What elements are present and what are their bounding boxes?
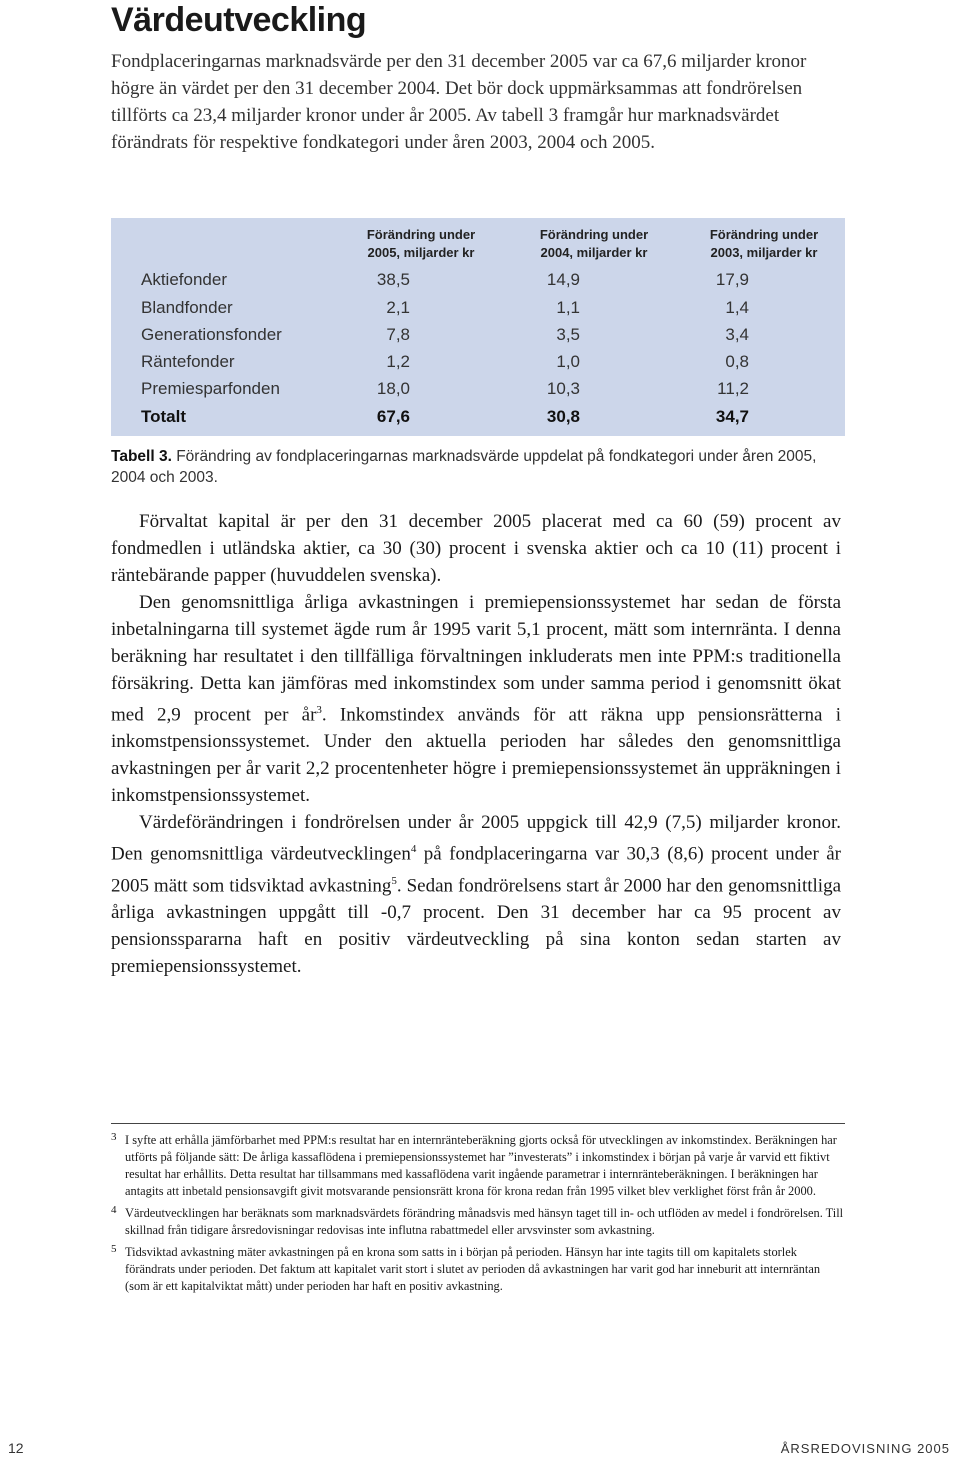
value-2004: 1,0 (556, 352, 580, 371)
column-header-2003 (674, 226, 854, 262)
value-2005: 67,6 (376, 407, 410, 426)
footnote-ref: 5 (391, 874, 397, 887)
value-2005: 2,1 (386, 298, 410, 317)
table-total-row (111, 407, 845, 433)
row-label: Blandfonder (141, 298, 233, 317)
page-number: 12 (8, 1440, 24, 1456)
value-2003: 11,2 (717, 379, 749, 398)
table-row (111, 379, 845, 405)
value-2005: 7,8 (386, 325, 410, 344)
footnote-text: Värdeutvecklingen har beräknats som marknadsvärdets förändring månadsvis med hänsyn taget till in- och utflöden av medel i fondrörelsen. Till skillnad från tidigare årsredovisningar redovisas inte influtna rabattmedel eller arvsvinster som avkastning. (125, 1206, 844, 1237)
footnotes (111, 1132, 845, 1300)
body-paragraph: Förvaltat kapital är per den 31 december 2005 placerat med ca 60 (59) procent av fondmedlen i utländska aktier, ca 30 (30) procent i svenska aktier och ca 10 (11) procent i räntebärande papper (huvuddelen svenska). (111, 511, 841, 586)
section-heading: Värdeutveckling (111, 1, 367, 39)
body-text (111, 508, 841, 980)
footnote-ref: 4 (410, 843, 417, 856)
value-2003: 17,9 (715, 270, 749, 289)
table-row (111, 270, 845, 296)
value-2003: 1,4 (725, 298, 749, 317)
body-paragraph (111, 589, 841, 809)
column-header-line: 2003, miljarder kr (710, 245, 818, 260)
change-table (111, 218, 845, 436)
footnote-text: Tidsviktad avkastning mäter avkastningen på en krona som satts in i början på perioden. Hänsyn har inte tagits till om kapitalets storlek förändrats under perioden. Det faktum att kapitalet varit stort i slutet av perioden då avkastningen har varit god har inneburit att internräntan (som är ett kapitalviktat mått) under perioden har haft en positiv avkastning. (125, 1245, 821, 1293)
row-label: Räntefonder (141, 352, 235, 371)
value-2003: 0,8 (725, 352, 749, 371)
intro-paragraph: Fondplaceringarnas marknadsvärde per den 31 december 2005 var ca 67,6 miljarder kronor högre än värdet per den 31 december 2004. Det bör dock uppmärksammas att fondrörelsen tillförts ca 23,4 miljarder kronor under år 2005. Av tabell 3 framgår hur marknadsvärdet förändrats för respektive fondkategori under åren 2003, 2004 och 2005. (111, 51, 807, 153)
row-label: Totalt (141, 407, 187, 426)
value-2004: 1,1 (556, 298, 580, 317)
value-2004: 3,5 (556, 325, 580, 344)
column-header-line: Förändring under (539, 227, 649, 242)
paragraph-text: på fondplaceringarna var 30,3 (8,6) procent under år 2005 mätt som tidsviktad avkastning (111, 843, 841, 896)
paragraph-text: Den genomsnittliga årliga avkastningen i premiepensionssystemet har sedan de första inbetalningarna till systemet ägde rum år 1995 varit 5,1 procent, mätt som internränta. I denna beräkning har resultatet i den tillfälliga förvaltningen inkluderats men inte PPM:s traditionella försäkring. Detta kan jämföras med inkomstindex som under samma period i genomsnitt ökat med 2,9 procent per år (111, 592, 841, 726)
footnote-number: 4 (111, 1204, 117, 1216)
value-2003: 34,7 (715, 407, 749, 426)
footnote-number: 5 (111, 1243, 117, 1255)
paragraph-text: Värdeförändringen i fondrörelsen under år 2005 uppgick till 42,9 (7,5) miljarder kronor. Den genomsnittliga värdeutvecklingen (111, 812, 841, 865)
value-2005: 1,2 (386, 352, 410, 371)
caption-text: Förändring av fondplaceringarnas marknadsvärde uppdelat på fondkategori under åren 2005, 2004 och 2003. (111, 448, 817, 486)
column-header-2004 (504, 226, 684, 262)
paragraph-text: . Sedan fondrörelsens start år 2000 har den genomsnittliga årliga avkastningen uppgått till -0,7 procent. Den 31 december har ca 95 procent av pensionsspararna haft en positiv värdeutveckling på sina konton sedan starten av premiepensionssystemet. (111, 874, 841, 977)
table-caption (111, 446, 831, 488)
column-header-2005 (331, 226, 511, 262)
value-2005: 38,5 (376, 270, 410, 289)
footnote-text: I syfte att erhålla jämförbarhet med PPM:s resultat har en internränteberäkning gjorts också för utvecklingen av inkomstindex. Beräkningen har utförts på följande sätt: De årliga kassaflödena i premiepensionssystemet har ”investerats” i inkomstindex i början på varje år varvid ett fiktivt resultat har erhållits. Detta resultat har tillsammans med kassaflödena varit ingående parametrar i internränteberäkningen. I beräkningen har antagits att inbetald pensionsavgift givit motsvarande pensionsrätt krona för krona redan från 1995 vilket blev verklighet först från år 2000. (125, 1133, 837, 1198)
caption-label: Tabell 3. (111, 448, 172, 465)
value-2004: 14,9 (546, 270, 580, 289)
paragraph-text: . Inkomstindex används för att räkna upp pensionsrätterna i inkomstpensionssystemet. Under den aktuella perioden har således den genomsnittliga avkastningen per år varit 2,2 procentenheter högre i premiepensionssystemet än uppräkningen i inkomstpensionssystemet. (111, 704, 841, 807)
table-row (111, 325, 845, 351)
column-header-line: Förändring under (366, 227, 476, 242)
column-header-line: Förändring under (709, 227, 819, 242)
footnote (111, 1244, 845, 1295)
column-header-line: 2005, miljarder kr (367, 245, 475, 260)
column-header-line: 2004, miljarder kr (540, 245, 648, 260)
row-label: Aktiefonder (141, 270, 227, 289)
value-2004: 30,8 (546, 407, 580, 426)
value-2005: 18,0 (376, 379, 410, 398)
footnote-number: 3 (111, 1131, 117, 1143)
footnote-ref: 3 (316, 704, 322, 716)
body-paragraph (111, 809, 841, 980)
table-row (111, 352, 845, 378)
value-2004: 10,3 (546, 379, 580, 398)
footnote (111, 1132, 845, 1200)
footnote (111, 1205, 845, 1239)
footnote-divider (111, 1123, 845, 1124)
value-2003: 3,4 (725, 325, 749, 344)
row-label: Generationsfonder (141, 325, 282, 344)
row-label: Premiesparfonden (141, 379, 280, 398)
table-row (111, 298, 845, 324)
running-footer: ÅRSREDOVISNING 2005 (780, 1441, 950, 1456)
